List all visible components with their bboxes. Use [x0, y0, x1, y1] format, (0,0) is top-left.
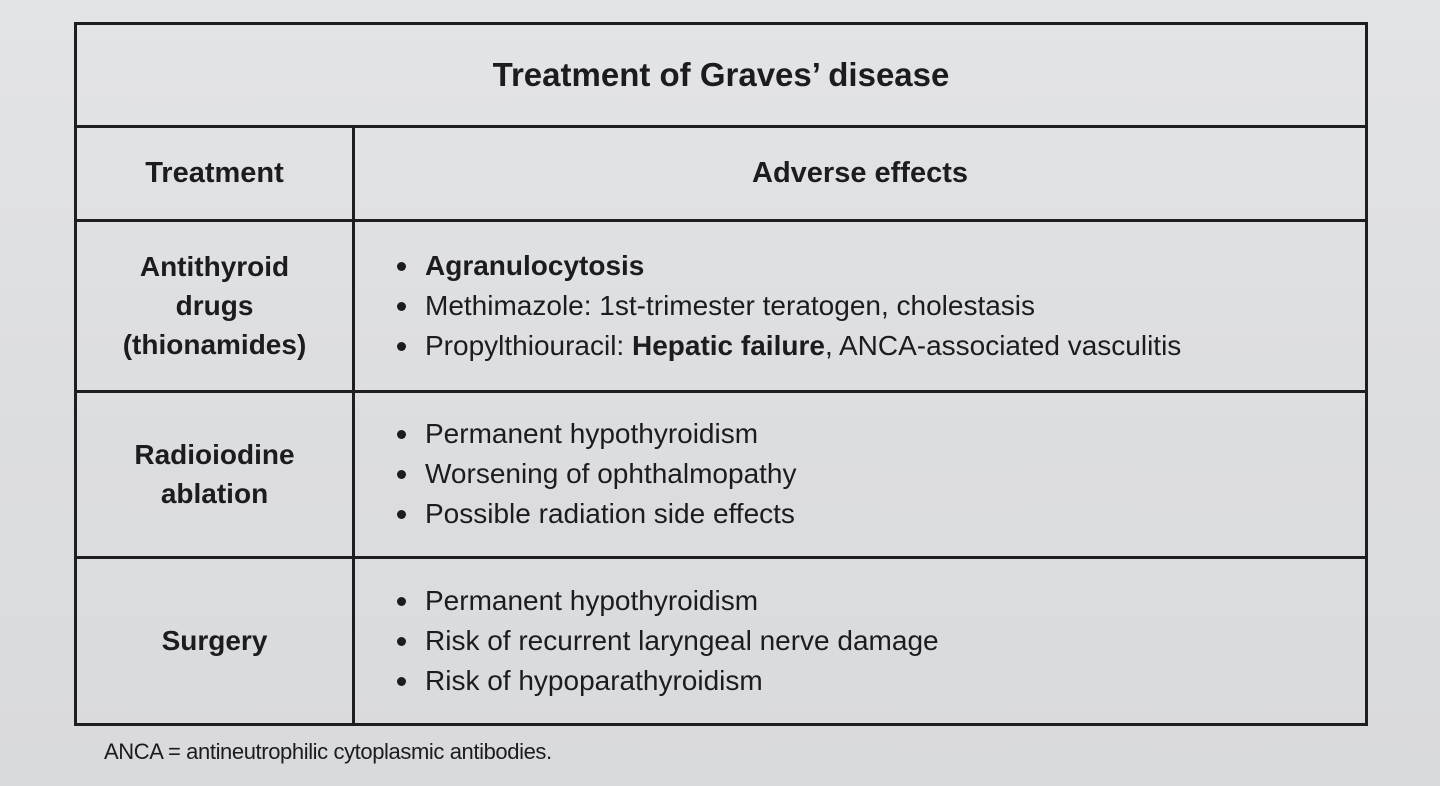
- effect-item: Permanent hypothyroidism: [395, 414, 1365, 454]
- table-row-antithyroid: [76, 220, 1367, 391]
- treatment-line: ablation: [160, 478, 269, 510]
- effect-item: Methimazole: 1st-trimester teratogen, cholestasis: [395, 286, 1365, 326]
- effect-item: Propylthiouracil: Hepatic failure, ANCA-associated vasculitis: [395, 326, 1365, 366]
- effects-list: [395, 581, 1365, 701]
- title-row: [76, 24, 1367, 127]
- table-row-radioiodine: [76, 392, 1367, 557]
- table-row-surgery: [76, 557, 1367, 724]
- treatment-line: Antithyroid: [139, 251, 290, 283]
- header-treatment: Treatment: [76, 126, 354, 220]
- header-row: [76, 126, 1367, 220]
- footnote: ANCA = antineutrophilic cytoplasmic antibodies.: [104, 739, 552, 764]
- treatment-antithyroid: [76, 220, 354, 391]
- header-adverse-effects: Adverse effects: [354, 126, 1367, 220]
- graves-treatment-table: [74, 22, 1368, 726]
- treatment-line: drugs: [175, 290, 254, 322]
- effects-antithyroid: [354, 220, 1367, 391]
- effect-item: Risk of recurrent laryngeal nerve damage: [395, 621, 1365, 661]
- treatment-line: Radioiodine: [134, 439, 295, 471]
- effect-item: Agranulocytosis: [395, 246, 1365, 286]
- effect-item: Risk of hypoparathyroidism: [395, 661, 1365, 701]
- effect-item: Possible radiation side effects: [395, 494, 1365, 534]
- table-title: Treatment of Graves’ disease: [76, 24, 1367, 127]
- treatment-line: Surgery: [161, 625, 268, 657]
- effect-item: Permanent hypothyroidism: [395, 581, 1365, 621]
- effects-list: [395, 246, 1365, 366]
- treatment-line: (thionamides): [122, 329, 307, 361]
- treatment-surgery: [76, 557, 354, 724]
- treatment-radioiodine: [76, 392, 354, 557]
- effects-radioiodine: [354, 392, 1367, 557]
- effects-list: [395, 414, 1365, 534]
- effect-item: Worsening of ophthalmopathy: [395, 454, 1365, 494]
- effects-surgery: [354, 557, 1367, 724]
